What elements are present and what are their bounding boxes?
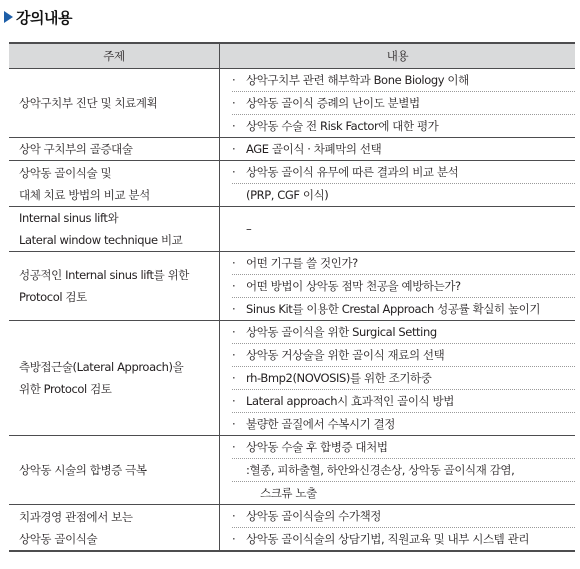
bullet-marker: ·: [232, 73, 236, 87]
content-text: 어떤 기구를 쓸 것인가?: [246, 256, 358, 270]
content-text: 상악동 골이식술의 상담기법, 직원교육 및 내부 시스템 관리: [246, 532, 530, 546]
content-text: Lateral approach시 효과적인 골이식 방법: [246, 394, 454, 408]
content-text: Sinus Kit를 이용한 Crestal Approach 성공률 확실히 높이기: [246, 302, 541, 316]
content-cell: [220, 161, 576, 207]
section-title-text: 강의내용: [16, 8, 72, 27]
content-cell: [220, 69, 576, 138]
content-line: [232, 436, 575, 459]
topic-cell: [9, 436, 220, 505]
table-row: [9, 138, 575, 161]
table-header-row: [9, 43, 575, 69]
bullet-marker: ·: [232, 348, 236, 362]
bullet-marker: ·: [232, 371, 236, 385]
content-line: [232, 505, 575, 528]
topic-cell: [9, 252, 220, 321]
content-line: [232, 298, 575, 320]
table-row: [9, 69, 575, 138]
topic-cell: [9, 321, 220, 436]
table-row: [9, 252, 575, 321]
content-text: 스크류 노출: [260, 486, 317, 500]
topic-text: 상악 구치부의 골증대술: [19, 142, 133, 156]
topic-text: 대체 치료 방법의 비교 분석: [19, 187, 150, 202]
topic-text: 치과경영 관점에서 보는: [19, 509, 133, 524]
bullet-marker: ·: [232, 440, 236, 454]
content-line: [232, 275, 575, 298]
content-text: (PRP, CGF 이식): [246, 188, 329, 202]
bullet-marker: ·: [232, 165, 236, 179]
content-text: –: [246, 222, 252, 236]
content-text: 불량한 골질에서 수복시기 결정: [246, 417, 395, 431]
content-line: [232, 115, 575, 137]
content-line: [232, 92, 575, 115]
bullet-marker: ·: [232, 302, 236, 316]
content-cell: [220, 436, 576, 505]
topic-cell: [9, 69, 220, 138]
bullet-marker: ·: [232, 256, 236, 270]
content-line: [232, 161, 575, 184]
content-cell: [220, 207, 576, 252]
content-line: [232, 252, 575, 275]
content-line: [232, 184, 575, 206]
content-cell: [220, 138, 576, 161]
topic-text: 상악동 골이식술 및: [19, 165, 112, 180]
topic-text: 상악동 시술의 합병증 극복: [19, 463, 147, 477]
content-text: :혈종, 피하출혈, 하안와신경손상, 상악동 골이식재 감염,: [246, 463, 515, 477]
topic-text: Internal sinus lift와: [19, 211, 119, 225]
content-text: 어떤 방법이 상악동 점막 천공을 예방하는가?: [246, 279, 461, 293]
content-line: [232, 390, 575, 413]
lecture-content-table: [9, 42, 575, 552]
table-row: [9, 207, 575, 252]
topic-text: 측방접근술(Lateral Approach)을: [19, 360, 184, 374]
topic-cell: [9, 505, 220, 552]
content-cell: [220, 505, 576, 552]
content-line: [232, 367, 575, 390]
content-text: rh-Bmp2(NOVOSIS)를 위한 조기하중: [246, 371, 432, 385]
bullet-marker: ·: [232, 394, 236, 408]
bullet-marker: ·: [232, 279, 236, 293]
content-cell: [220, 321, 576, 436]
content-text: 상악동 거상술을 위한 골이식 재료의 선택: [246, 348, 445, 362]
content-cell: [220, 252, 576, 321]
header-topic: 주제: [9, 43, 220, 69]
bullet-marker: ·: [232, 417, 236, 431]
triangle-bullet-icon: [4, 11, 13, 23]
content-text: 상악동 골이식 증례의 난이도 분별법: [246, 96, 420, 110]
topic-text: 상악동 골이식술: [19, 531, 98, 546]
content-text: 상악구치부 관련 해부학과 Bone Biology 이해: [246, 73, 469, 87]
content-text: 상악동 골이식술의 수가책정: [246, 509, 382, 523]
content-text: 상악동 수술 후 합병증 대처법: [246, 440, 388, 454]
topic-text: 상악구치부 진단 및 치료계획: [19, 96, 158, 110]
table-row: [9, 436, 575, 505]
table-row: [9, 505, 575, 552]
topic-text: 위한 Protocol 검토: [19, 382, 112, 396]
topic-cell: [9, 138, 220, 161]
bullet-marker: ·: [232, 119, 236, 133]
bullet-marker: ·: [232, 532, 236, 546]
table-row: [9, 321, 575, 436]
content-line: [232, 459, 575, 482]
header-content: 내용: [220, 43, 576, 69]
content-line: [232, 321, 575, 344]
content-line: [232, 482, 575, 504]
content-text: AGE 골이식 · 차폐막의 선택: [246, 142, 382, 156]
topic-text: 성공적인 Internal sinus lift를 위한: [19, 268, 190, 282]
content-text: 상악동 골이식 유무에 따른 결과의 비교 분석: [246, 165, 459, 179]
topic-cell: [9, 207, 220, 252]
bullet-marker: ·: [232, 96, 236, 110]
section-title: [4, 6, 72, 28]
topic-text: Protocol 검토: [19, 290, 87, 304]
content-line: [232, 138, 575, 160]
topic-text: Lateral window technique 비교: [19, 233, 183, 247]
bullet-marker: ·: [232, 142, 236, 156]
content-line: [232, 218, 575, 240]
content-text: 상악동 골이식을 위한 Surgical Setting: [246, 325, 437, 339]
content-line: [232, 413, 575, 435]
bullet-marker: ·: [232, 325, 236, 339]
bullet-marker: ·: [232, 509, 236, 523]
content-line: [232, 69, 575, 92]
content-line: [232, 528, 575, 550]
content-line: [232, 344, 575, 367]
table-body: [9, 69, 575, 552]
table-row: [9, 161, 575, 207]
topic-cell: [9, 161, 220, 207]
content-text: 상악동 수술 전 Risk Factor에 대한 평가: [246, 119, 439, 133]
